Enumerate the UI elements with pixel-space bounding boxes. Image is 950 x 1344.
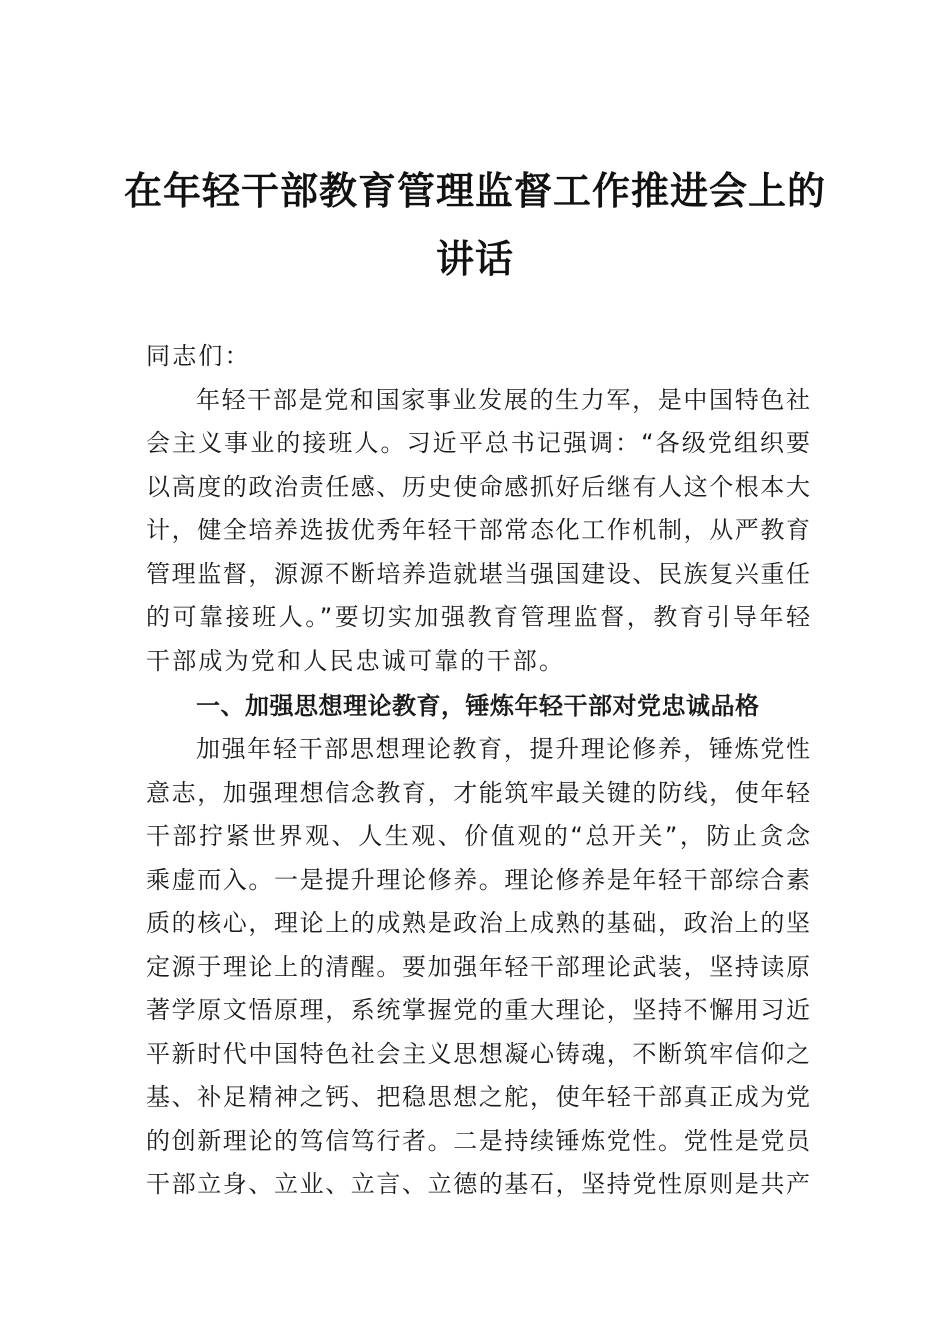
paragraph-2-line: 平新时代中国特色社会主义思想凝心铸魂，不断筑牢信仰之	[146, 1040, 810, 1068]
paragraph-1-line: 年轻干部是党和国家事业发展的生力军，是中国特色社	[196, 386, 810, 414]
paragraph-1-line: 管理监督，源源不断培养造就堪当强国建设、民族复兴重任	[146, 560, 810, 588]
paragraph-2-line: 意志，加强理想信念教育，才能筑牢最关键的防线，使年轻	[146, 779, 810, 807]
paragraph-2-line: 著学原文悟原理，系统掌握党的重大理论，坚持不懈用习近	[146, 996, 810, 1024]
document-title-line-1: 在年轻干部教育管理监督工作推进会上的	[123, 168, 826, 213]
salutation: 同志们：	[146, 342, 251, 370]
paragraph-1-line: 会主义事业的接班人。习近平总书记强调：“各级党组织要	[146, 429, 810, 457]
paragraph-2-line: 基、补足精神之钙、把稳思想之舵，使年轻干部真正成为党	[146, 1083, 810, 1111]
paragraph-1-line: 干部成为党和人民忠诚可靠的干部。	[146, 647, 566, 675]
paragraph-1-line: 计，健全培养选拔优秀年轻干部常态化工作机制，从严教育	[146, 516, 810, 544]
paragraph-2-line: 质的核心，理论上的成熟是政治上成熟的基础，政治上的坚	[146, 909, 810, 937]
paragraph-2-line: 定源于理论上的清醒。要加强年轻干部理论武装，坚持读原	[146, 953, 810, 981]
paragraph-2-line: 干部拧紧世界观、人生观、价值观的“总开关”，防止贪念	[146, 822, 810, 850]
paragraph-2-line: 干部立身、立业、立言、立德的基石，坚持党性原则是共产	[146, 1170, 810, 1198]
paragraph-2-line: 加强年轻干部思想理论教育，提升理论修养，锤炼党性	[196, 735, 810, 763]
paragraph-2-line: 乘虚而入。一是提升理论修养。理论修养是年轻干部综合素	[146, 866, 810, 894]
section-1-heading: 一、加强思想理论教育，锤炼年轻干部对党忠诚品格	[196, 692, 760, 720]
paragraph-2-line: 的创新理论的笃信笃行者。二是持续锤炼党性。党性是党员	[146, 1127, 810, 1155]
document-title-line-2: 讲话	[435, 236, 514, 281]
paragraph-1-line: 以高度的政治责任感、历史使命感抓好后继有人这个根本大	[146, 473, 810, 501]
paragraph-1-line: 的可靠接班人。”要切实加强教育管理监督，教育引导年轻	[146, 603, 810, 631]
